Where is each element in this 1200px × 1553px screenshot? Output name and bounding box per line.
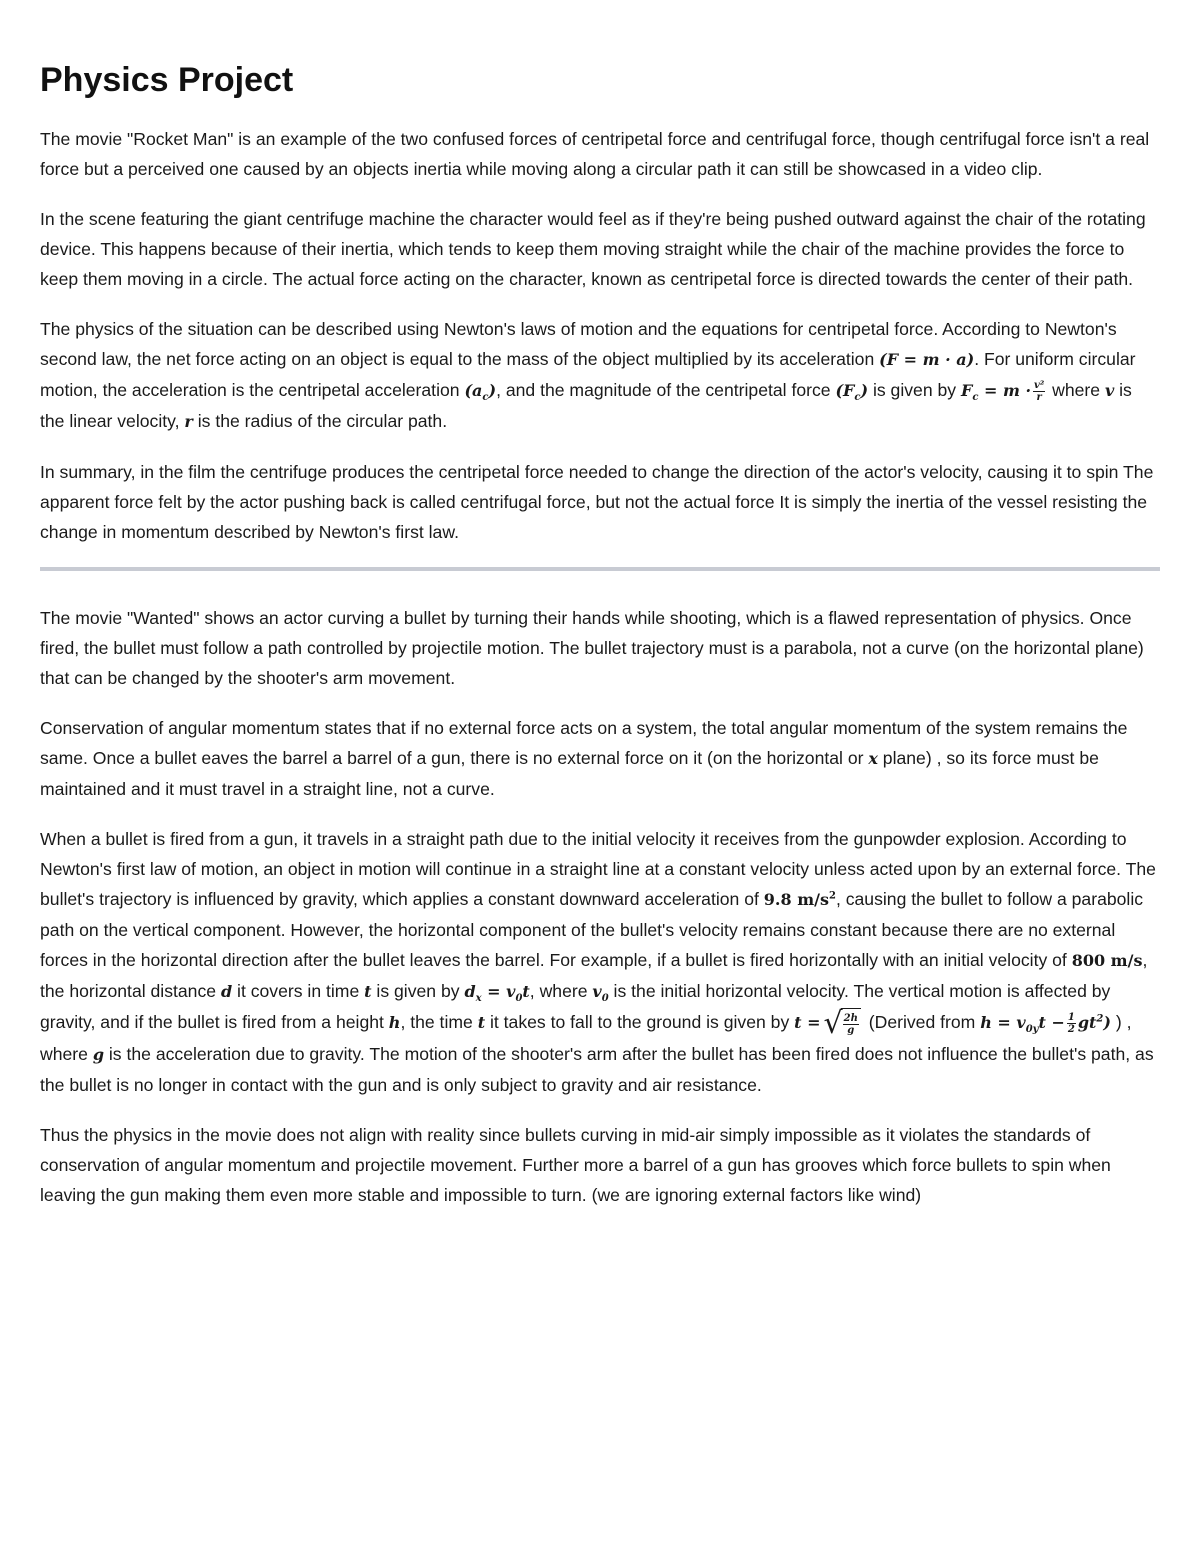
centrifuge-scene-paragraph: In the scene featuring the giant centrifuge machine the character would feel as if they're being pushed outward against the chair of the rotating device. This happens because of their inertia, which tends to keep them moving straight while the chair of the machine provides the force to keep them moving in a circle. The actual force acting on the character, known as centripetal force is directed towards the center of their path. (40, 209, 1146, 289)
section-divider (40, 567, 1160, 571)
centripetal-force-symbol: $(F_c)$ (835, 381, 869, 404)
text-span: plane) , so its force must be maintained and it must travel in a straight line, not a curve. (40, 748, 1099, 799)
text-span: , where (529, 981, 588, 1001)
x-variable: x (868, 749, 878, 768)
bullet-trajectory-paragraph (40, 824, 1160, 1100)
distance-variable: d (220, 982, 233, 1001)
text-span: The physics of the situation can be described using Newton's laws of motion and the equations for centripetal force. According to Newton's second law, the net force acting on an object is equal to the mass of the object multiplied by its acceleration (40, 319, 1117, 369)
conclusion-paragraph: Thus the physics in the movie does not align with reality since bullets curving in mid-air simply impossible as it violates the standards of conservation of angular momentum and projectile movement. Further more a barrel of a gun has grooves which force bullets to spin when leaving the gun making them even more stable and impossible to turn. (we are ignoring external factors like wind) (40, 1125, 1111, 1205)
wanted-intro-paragraph: The movie "Wanted" shows an actor curving a bullet by turning their hands while shooting, which is a flawed representation of physics. Once fired, the bullet must follow a path controlled by projectile motion. The bullet trajectory must is a parabola, not a curve (on the horizontal plane) that can be changed by the shooter's arm movement. (40, 608, 1144, 688)
text-span: , and the magnitude of the centripetal force (496, 380, 831, 400)
text-span: , the horizontal distance (40, 950, 1148, 1001)
text-span: (Derived from (868, 1012, 976, 1032)
text-span: , the time (400, 1012, 473, 1032)
text-span: is given by (376, 981, 460, 1001)
initial-velocity-value: 800 m/s (1071, 951, 1143, 970)
text-span: Conservation of angular momentum states that if no external force acts on a system, the total angular momentum of the system remains the same. Once a bullet eaves the barrel a barrel of a gun, there is no external force on it (on the horizontal or (40, 718, 1128, 768)
text-span: , causing the bullet to follow a parabolic path on the vertical component. However, the horizontal component of the bullet's velocity remains constant because there are no external forces in the horizontal direction after the bullet leaves the barrel. For example, if a bullet is fired horizontally with an initial velocity of (40, 889, 1144, 970)
gravity-variable: g (92, 1045, 104, 1064)
text-span: where (1052, 380, 1101, 400)
centripetal-force-equation: $F_c = m$ · $\frac{\text{v²}}{r}$ (960, 380, 1045, 404)
one-half-fraction: $\frac{1}{2}$ (1067, 1012, 1075, 1035)
horizontal-distance-equation: $d_x = v_0t$ (464, 982, 530, 1005)
initial-velocity-variable: $v_0$ (592, 982, 609, 1005)
text-span: it takes to fall to the ground is given by (489, 1012, 790, 1032)
text-span: it covers in time (237, 981, 360, 1001)
radius-variable: r (184, 412, 193, 431)
v-squared-over-r-fraction: $\frac{\text{v²}}{r}$ (1034, 380, 1045, 403)
height-equation: $h = v_{0y}t$ − $\frac{1}{2}$ $gt^2$) (980, 1012, 1111, 1036)
text-span: . For uniform circular motion, the acceleration is the centripetal acceleration (40, 349, 1136, 400)
text-span: is given by (872, 380, 957, 400)
newton-second-law-equation: (F = m · a) (879, 350, 975, 369)
text-span: is the initial horizontal velocity. The vertical motion is affected by gravity, and if the bullet is fired from a height (40, 981, 1111, 1032)
fall-time-equation: t = √ $\frac{2h}{g}$ (794, 1013, 864, 1032)
time-variable: t (364, 982, 372, 1001)
text-span: is the acceleration due to gravity. The motion of the shooter's arm after the bullet has been fired does not influence the bullet's path, as the bullet is no longer in contact with the gun and is only subject to gravity and air resistance. (40, 1044, 1154, 1095)
rocket-man-intro-paragraph: The movie "Rocket Man" is an example of the two confused forces of centripetal force and centrifugal force, though centrifugal force isn't a real force but a perceived one caused by an objects inertia while moving along a circular path it can still be showcased in a video clip. (40, 129, 1150, 179)
time-variable: t (477, 1013, 486, 1032)
summary-paragraph: In summary, in the film the centrifuge produces the centripetal force needed to change the direction of the actor's velocity, causing it to spin The apparent force felt by the actor pushing back is called centrifugal force, but not the actual force It is simply the inertia of the vessel resisting the change in momentum described by Newton's first law. (40, 462, 1154, 542)
text-span: When a bullet is fired from a gun, it travels in a straight path due to the initial velocity it receives from the gunpowder explosion. According to Newton's first law of motion, an object in motion will continue in a straight line at a constant velocity unless acted upon by an external force. The bullet's trajectory is influenced by gravity, which applies a constant downward acceleration of (40, 829, 1156, 909)
text-span: ) , where (40, 1012, 1132, 1064)
text-span: is the linear velocity, (40, 380, 1132, 431)
square-root: √ $\frac{2h}{g}$ (824, 1008, 861, 1039)
gravity-acceleration-value: 9.8 $m/s^2$ (763, 890, 836, 909)
angular-momentum-paragraph (40, 713, 1160, 804)
height-variable: h (388, 1013, 401, 1032)
text-span: is the radius of the circular path. (197, 411, 448, 431)
centripetal-acceleration-symbol: $(a_c)$ (464, 381, 497, 404)
newton-laws-paragraph (40, 314, 1160, 437)
velocity-variable: v (1104, 381, 1115, 400)
page-title: Physics Project (40, 61, 294, 99)
